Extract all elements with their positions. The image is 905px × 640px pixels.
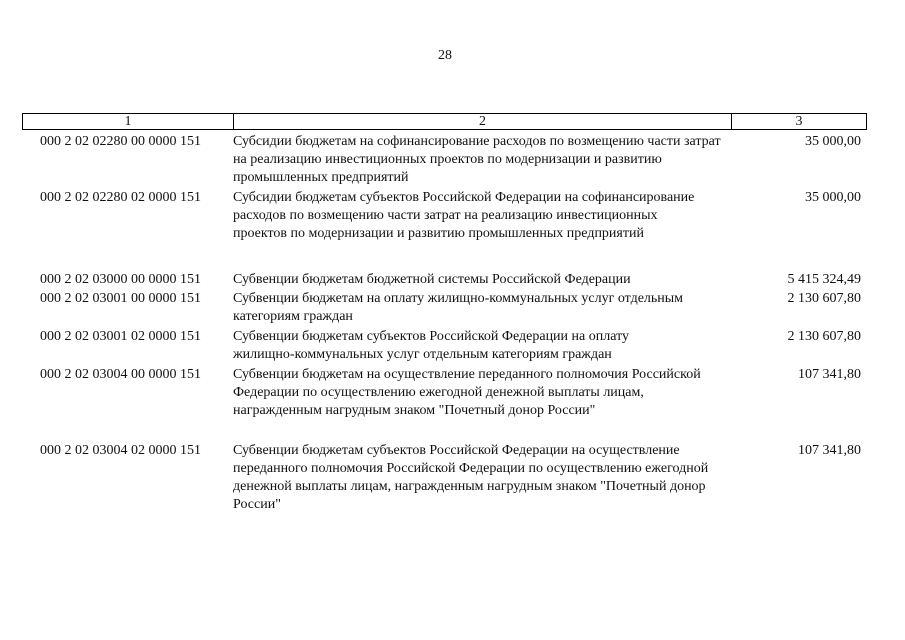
budget-code: 000 2 02 02280 02 0000 151 xyxy=(40,190,201,205)
table-header xyxy=(22,113,867,130)
budget-code: 000 2 02 03004 02 0000 151 xyxy=(40,443,201,458)
row-amount: 35 000,00 xyxy=(805,190,861,205)
row-amount: 107 341,80 xyxy=(798,367,861,382)
row-amount: 2 130 607,80 xyxy=(787,291,861,306)
column-header-2: 2 xyxy=(233,114,731,129)
budget-code: 000 2 02 03000 00 0000 151 xyxy=(40,272,201,287)
row-description: Субвенции бюджетам бюджетной системы Российской Федерации xyxy=(233,272,631,287)
budget-code: 000 2 02 03001 00 0000 151 xyxy=(40,291,201,306)
row-amount: 5 415 324,49 xyxy=(787,272,861,287)
row-amount: 2 130 607,80 xyxy=(787,329,861,344)
row-description: Субвенции бюджетам субъектов Российской Федерации на оплату жилищно-коммунальных услуг отдельным категориям граждан xyxy=(233,329,630,362)
column-header-3: 3 xyxy=(731,114,866,129)
row-amount: 35 000,00 xyxy=(805,134,861,149)
row-description: Субсидии бюджетам на софинансирование расходов по возмещению части затрат на реализацию инвестиционных проектов по модернизации и развитию промышленных предприятий xyxy=(233,134,721,185)
row-description: Субвенции бюджетам субъектов Российской Федерации на осуществление переданного полномочия Российской Федерации по осуществлению ежегодной денежной выплаты лицам, награжденным нагрудным знаком "Почетный донор России" xyxy=(233,443,709,512)
page-number: 28 xyxy=(438,48,452,63)
row-description: Субвенции бюджетам на осуществление переданного полномочия Российской Федерации по осуществлению ежегодной денежной выплаты лицам, награжденным нагрудным знаком "Почетный донор России" xyxy=(233,367,701,418)
column-header-1: 1 xyxy=(124,114,132,129)
row-description: Субвенции бюджетам на оплату жилищно-коммунальных услуг отдельным категориям граждан xyxy=(233,291,684,324)
row-amount: 107 341,80 xyxy=(798,443,861,458)
budget-code: 000 2 02 02280 00 0000 151 xyxy=(40,134,201,149)
budget-code: 000 2 02 03001 02 0000 151 xyxy=(40,329,201,344)
budget-code: 000 2 02 03004 00 0000 151 xyxy=(40,367,201,382)
row-description: Субсидии бюджетам субъектов Российской Федерации на софинансирование расходов по возмещению части затрат на реализацию инвестиционных проектов по модернизации и развитию промышленных предприятий xyxy=(233,190,695,241)
